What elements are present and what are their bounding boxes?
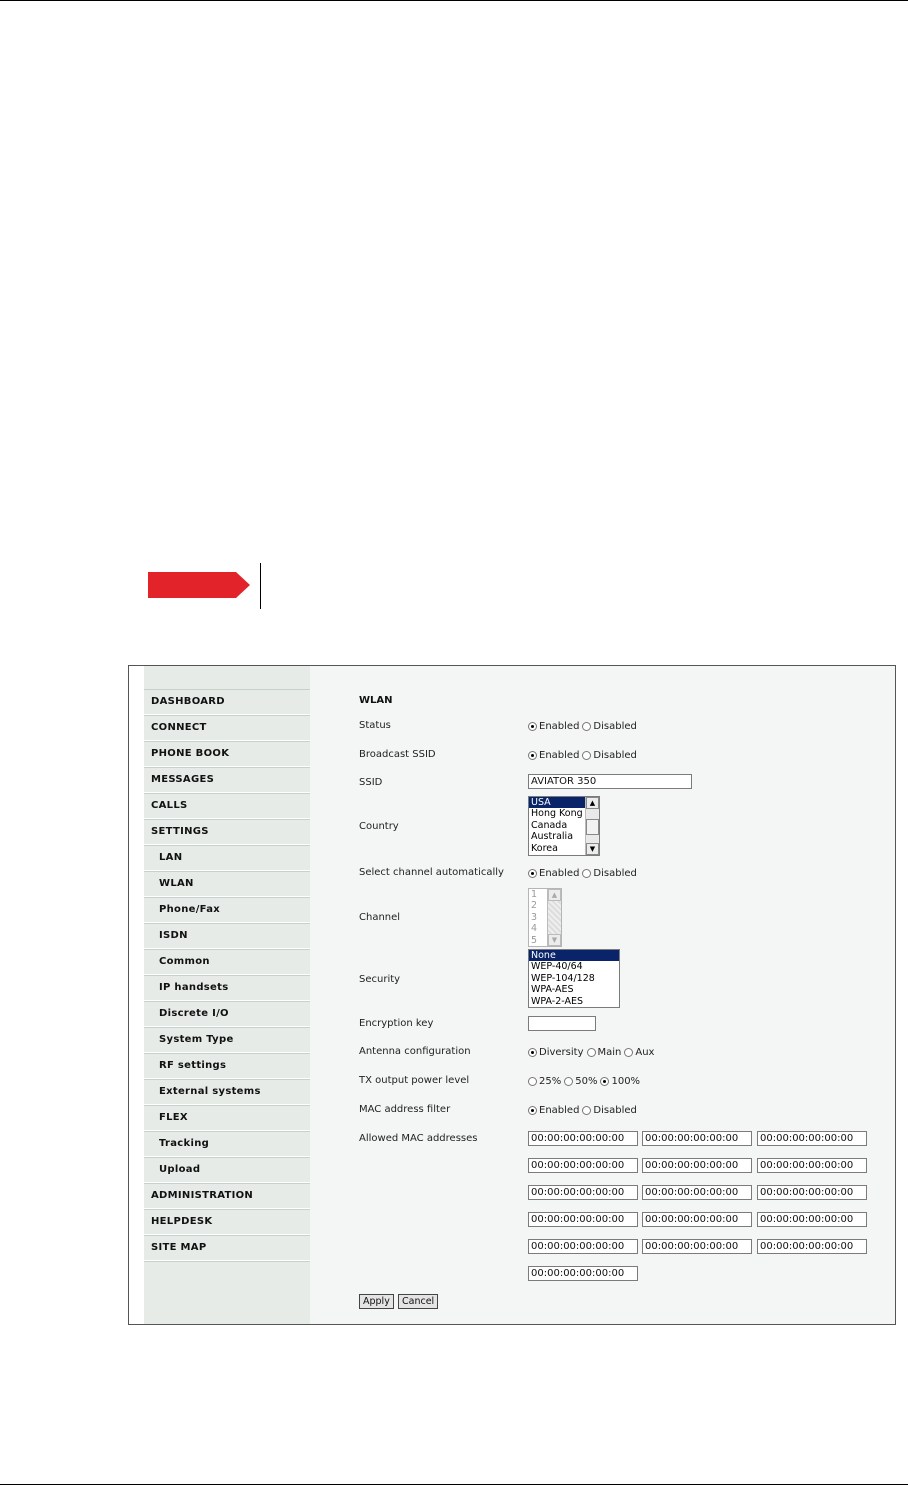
mac-address-input[interactable]: 00:00:00:00:00:00: [757, 1239, 867, 1254]
tx-power-25-radio[interactable]: [528, 1077, 537, 1086]
ssid-input[interactable]: AVIATOR 350: [528, 774, 692, 789]
allowed-mac-label: Allowed MAC addresses: [359, 1133, 478, 1144]
apply-button[interactable]: Apply: [359, 1294, 394, 1309]
country-option[interactable]: Korea: [531, 842, 558, 854]
sidebar-item-connect[interactable]: CONNECT: [144, 715, 310, 741]
channel-option: 2: [531, 900, 538, 912]
scroll-thumb[interactable]: [586, 819, 599, 835]
channel-option: 3: [531, 911, 538, 923]
mac-filter-disabled-radio[interactable]: [582, 1106, 591, 1115]
antenna-config-label: Antenna configuration: [359, 1046, 471, 1057]
mac-address-input[interactable]: 00:00:00:00:00:00: [642, 1212, 752, 1227]
scroll-up-icon: ▲: [548, 889, 561, 901]
country-scrollbar[interactable]: [585, 797, 599, 855]
channel-listbox[interactable]: [528, 888, 562, 947]
top-rule: [0, 0, 908, 1]
mac-address-input[interactable]: 00:00:00:00:00:00: [757, 1212, 867, 1227]
sidebar-item-flex[interactable]: FLEX: [144, 1105, 310, 1131]
broadcast-enabled-radio[interactable]: [528, 751, 537, 760]
sidebar-item-site-map[interactable]: SITE MAP: [144, 1235, 310, 1261]
auto-channel-enabled-radio[interactable]: [528, 869, 537, 878]
mac-address-input[interactable]: 00:00:00:00:00:00: [642, 1239, 752, 1254]
auto-channel-disabled-radio[interactable]: [582, 869, 591, 878]
status-label: Status: [359, 720, 391, 731]
status-disabled-radio[interactable]: [582, 722, 591, 731]
sidebar-item-phone-book[interactable]: PHONE BOOK: [144, 741, 310, 767]
tx-power-radio-group: 25% 50% 100%: [528, 1076, 643, 1087]
note-arrow-icon: [148, 572, 250, 598]
sidebar-item-helpdesk[interactable]: HELPDESK: [144, 1209, 310, 1235]
sidebar-item-tracking[interactable]: Tracking: [144, 1131, 310, 1157]
status-radio-group: Enabled Disabled: [528, 721, 640, 732]
mac-address-input[interactable]: 00:00:00:00:00:00: [528, 1212, 638, 1227]
mac-address-input[interactable]: 00:00:00:00:00:00: [757, 1158, 867, 1173]
cancel-button[interactable]: Cancel: [398, 1294, 438, 1309]
sidebar-item-dashboard[interactable]: DASHBOARD: [144, 689, 310, 715]
sidebar: [144, 666, 310, 1325]
antenna-diversity-radio[interactable]: [528, 1048, 537, 1057]
content-panel: [310, 666, 895, 1325]
ssid-label: SSID: [359, 777, 383, 788]
scroll-up-icon[interactable]: ▲: [586, 797, 599, 809]
sidebar-item-settings[interactable]: SETTINGS: [144, 819, 310, 845]
status-enabled-radio[interactable]: [528, 722, 537, 731]
encryption-key-input[interactable]: [528, 1016, 596, 1031]
auto-channel-radio-group: Enabled Disabled: [528, 868, 640, 879]
tx-power-100-radio[interactable]: [600, 1077, 609, 1086]
country-listbox[interactable]: [528, 796, 600, 856]
page-title: WLAN: [359, 695, 393, 706]
sidebar-item-administration[interactable]: ADMINISTRATION: [144, 1183, 310, 1209]
country-option[interactable]: Australia: [531, 831, 574, 843]
mac-address-input[interactable]: 00:00:00:00:00:00: [757, 1185, 867, 1200]
mac-filter-radio-group: Enabled Disabled: [528, 1105, 640, 1116]
mac-address-input[interactable]: 00:00:00:00:00:00: [642, 1131, 752, 1146]
tx-power-50-radio[interactable]: [564, 1077, 573, 1086]
bottom-rule: [0, 1484, 908, 1485]
mac-address-input[interactable]: 00:00:00:00:00:00: [528, 1158, 638, 1173]
sidebar-item-common[interactable]: Common: [144, 949, 310, 975]
antenna-main-radio[interactable]: [587, 1048, 596, 1057]
sidebar-item-lan[interactable]: LAN: [144, 845, 310, 871]
mac-address-input[interactable]: 00:00:00:00:00:00: [528, 1239, 638, 1254]
security-option[interactable]: WEP-40/64: [531, 961, 583, 973]
channel-label: Channel: [359, 912, 401, 923]
channel-option: 1: [531, 889, 538, 900]
sidebar-item-rf-settings[interactable]: RF settings: [144, 1053, 310, 1079]
security-listbox[interactable]: [528, 949, 620, 1008]
sidebar-item-discrete-i-o[interactable]: Discrete I/O: [144, 1001, 310, 1027]
country-option[interactable]: USA: [529, 797, 599, 808]
screenshot-frame: [128, 665, 896, 1325]
sidebar-item-messages[interactable]: MESSAGES: [144, 767, 310, 793]
country-option[interactable]: Canada: [531, 819, 568, 831]
sidebar-item-calls[interactable]: CALLS: [144, 793, 310, 819]
sidebar-item-phone-fax[interactable]: Phone/Fax: [144, 897, 310, 923]
mac-address-input[interactable]: 00:00:00:00:00:00: [528, 1131, 638, 1146]
security-option[interactable]: None: [529, 950, 619, 961]
security-option[interactable]: WEP-104/128: [531, 972, 595, 984]
sidebar-item-system-type[interactable]: System Type: [144, 1027, 310, 1053]
scroll-down-icon[interactable]: ▼: [586, 843, 599, 855]
sidebar-item-ip-handsets[interactable]: IP handsets: [144, 975, 310, 1001]
country-option[interactable]: Hong Kong: [531, 808, 583, 820]
mac-address-input[interactable]: 00:00:00:00:00:00: [642, 1185, 752, 1200]
security-option[interactable]: WPA-AES: [531, 984, 574, 996]
antenna-radio-group: Diversity Main Aux: [528, 1047, 657, 1058]
sidebar-item-external-systems[interactable]: External systems: [144, 1079, 310, 1105]
auto-channel-label: Select channel automatically: [359, 867, 504, 878]
sidebar-item-upload[interactable]: Upload: [144, 1157, 310, 1183]
tx-power-label: TX output power level: [359, 1075, 470, 1086]
channel-option: 4: [531, 923, 538, 935]
mac-address-input[interactable]: 00:00:00:00:00:00: [757, 1131, 867, 1146]
sidebar-item-isdn[interactable]: ISDN: [144, 923, 310, 949]
sidebar-item-wlan[interactable]: WLAN: [144, 871, 310, 897]
encryption-key-label: Encryption key: [359, 1018, 434, 1029]
mac-address-input[interactable]: 00:00:00:00:00:00: [528, 1185, 638, 1200]
channel-option: 5: [531, 934, 538, 946]
sidebar-nav: [144, 689, 310, 1261]
mac-address-input[interactable]: 00:00:00:00:00:00: [528, 1266, 638, 1281]
antenna-aux-radio[interactable]: [624, 1048, 633, 1057]
country-label: Country: [359, 821, 399, 832]
note-divider: [260, 563, 261, 609]
security-option[interactable]: WPA-2-AES: [531, 995, 584, 1007]
mac-address-input[interactable]: 00:00:00:00:00:00: [642, 1158, 752, 1173]
broadcast-ssid-radio-group: Enabled Disabled: [528, 750, 640, 761]
broadcast-ssid-label: Broadcast SSID: [359, 749, 436, 760]
broadcast-disabled-radio[interactable]: [582, 751, 591, 760]
security-label: Security: [359, 974, 401, 985]
scroll-down-icon: ▼: [548, 934, 561, 946]
channel-scrollbar: [547, 889, 561, 946]
mac-filter-enabled-radio[interactable]: [528, 1106, 537, 1115]
mac-filter-label: MAC address filter: [359, 1104, 451, 1115]
